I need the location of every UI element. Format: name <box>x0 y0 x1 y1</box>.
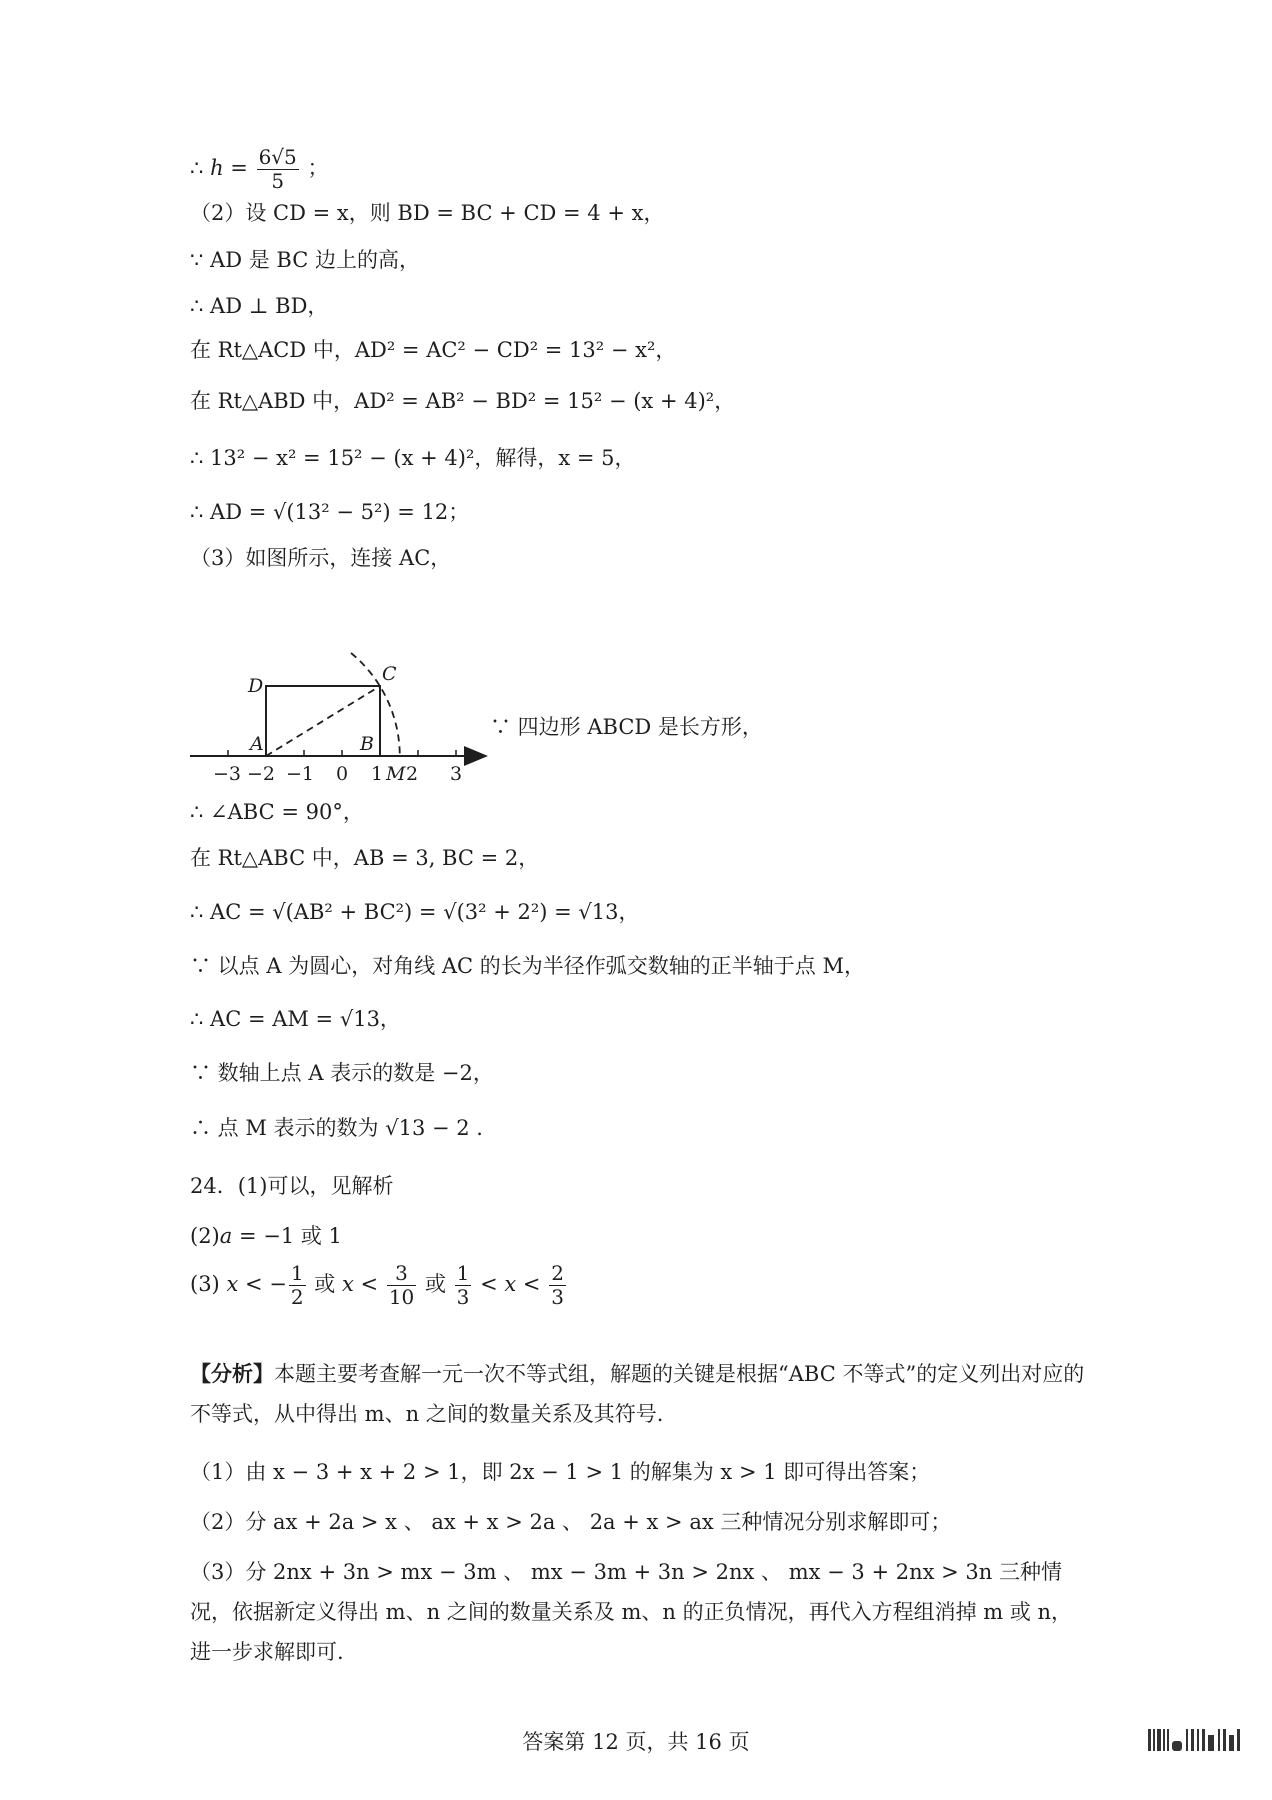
number-line-figure <box>190 650 490 788</box>
h-end: ； <box>307 156 329 180</box>
part2-line-4: 在 Rt△ACD 中，AD² = AC² − CD² = 13² − x²， <box>190 338 677 362</box>
fraction-3-10 <box>387 1262 416 1309</box>
q24-a3-or2: 或 <box>424 1272 446 1296</box>
variable-h: h <box>210 156 224 180</box>
fraction-1-2 <box>289 1262 306 1309</box>
q24-answer-2-prefix: (2) <box>190 1224 220 1248</box>
label-m: M <box>386 763 406 785</box>
part3-line-6: ∵ 数轴上点 A 表示的数是 −2， <box>190 1061 494 1085</box>
q24-a3-x1: x <box>226 1272 239 1296</box>
f4-num: 2 <box>551 1261 564 1285</box>
q24-a3-lt1: < <box>244 1272 263 1296</box>
tick-label-3: 3 <box>450 763 463 785</box>
q24-a3-minus: − <box>269 1272 287 1296</box>
q24-a3-prefix: (3) <box>190 1272 220 1296</box>
tick-label-1: 1 <box>371 763 384 785</box>
f2-den: 10 <box>388 1285 415 1309</box>
label-b: B <box>360 733 374 755</box>
q24-answer-3 <box>190 1262 568 1309</box>
label-c: C <box>382 663 397 685</box>
h-numerator: 6√5 <box>258 145 297 169</box>
tick-label-neg3: −3 <box>213 763 242 785</box>
analysis-step-1: （1）由 x − 3 + x + 2 > 1，即 2x − 1 > 1 的解集为 x > 1 即可得出答案； <box>190 1460 931 1484</box>
analysis-heading: 【分析】 <box>190 1361 274 1386</box>
q24-answer-2-rest: = −1 或 1 <box>232 1224 342 1248</box>
f3-den: 3 <box>456 1285 470 1309</box>
q24-answer-1: 24．(1)可以，见解析 <box>190 1174 394 1198</box>
part3-line-1: ∴ ∠ABC = 90°， <box>190 800 364 824</box>
tick-label-neg2: −2 <box>247 763 276 785</box>
q24-answer-2 <box>190 1226 342 1247</box>
barcode-watermark-icon <box>1148 1727 1243 1753</box>
label-d: D <box>248 675 264 697</box>
fraction-2-3 <box>549 1262 566 1309</box>
q24-a3-lt3: < <box>480 1272 498 1296</box>
part3-intro: （3）如图所示，连接 AC， <box>190 546 452 570</box>
analysis-text: 本题主要考查解一元一次不等式组，解题的关键是根据“ABC 不等式”的定义列出对应的不等式，从中得出 m、n 之间的数量关系及其符号. <box>190 1362 1085 1426</box>
tick-label-neg1: −1 <box>286 763 315 785</box>
page-footer: 答案第 12 页，共 16 页 <box>522 1730 750 1754</box>
part2-line-5: 在 Rt△ABD 中，AD² = AB² − BD² = 15² − (x + 4)²， <box>190 389 736 413</box>
part3-line-7: ∴ 点 M 表示的数为 √13 − 2 . <box>190 1116 483 1140</box>
part2-line-2: ∵ AD 是 BC 边上的高， <box>190 248 420 272</box>
part2-line-3: ∴ AD ⊥ BD， <box>190 294 329 318</box>
part2-line-6: ∴ 13² − x² = 15² − (x + 4)²，解得，x = 5， <box>190 446 636 470</box>
f1-num: 1 <box>290 1261 304 1285</box>
since-rectangle: ∵ 四边形 ABCD 是长方形， <box>490 715 763 739</box>
equals-sign: = <box>230 156 248 180</box>
f1-den: 2 <box>290 1285 304 1309</box>
part3-line-5: ∴ AC = AM = √13， <box>190 1007 401 1031</box>
part3-line-4: ∵ 以点 A 为圆心，对角线 AC 的长为半径作弧交数轴的正半轴于点 M， <box>190 954 865 978</box>
therefore-symbol: ∴ <box>190 156 204 180</box>
analysis-step-3: （3）分 2nx + 3n > mx − 3m 、 mx − 3m + 3n > 2nx 、 mx − 3 + 2nx > 3n 三种情况，依据新定义得出 m、n 之间的数量关系及 m、n 的正负情况，再代入方程组消掉 m 或 n，进一步求解即可. <box>190 1560 1073 1664</box>
q24-answer-2-var: a <box>219 1224 233 1248</box>
f4-den: 3 <box>551 1285 564 1309</box>
h-conclusion <box>190 146 328 193</box>
tick-label-0: 0 <box>336 763 349 785</box>
part3-line-3: ∴ AC = √(AB² + BC²) = √(3² + 2²) = √13， <box>190 900 640 924</box>
q24-a3-or1: 或 <box>314 1272 336 1296</box>
part3-line-2: 在 Rt△ABC 中，AB = 3, BC = 2， <box>190 846 540 870</box>
part2-line-1: （2）设 CD = x，则 BD = BC + CD = 4 + x， <box>190 201 665 225</box>
f3-num: 1 <box>456 1261 470 1285</box>
h-fraction <box>257 146 299 193</box>
q24-a3-lt4: < <box>522 1272 541 1296</box>
analysis-step-2: （2）分 ax + 2a > x 、 ax + x > 2a 、 2a + x > ax 三种情况分别求解即可； <box>190 1510 952 1534</box>
label-a: A <box>250 733 264 755</box>
f2-num: 3 <box>387 1262 416 1286</box>
tick-label-2: 2 <box>406 763 419 785</box>
q24-a3-lt2: < <box>360 1272 379 1296</box>
analysis-paragraph <box>190 1354 1090 1435</box>
fraction-1-3 <box>455 1262 472 1309</box>
q24-a3-x3: x <box>504 1272 517 1296</box>
h-denominator: 5 <box>271 169 285 193</box>
part2-line-7: ∴ AD = √(13² − 5²) = 12； <box>190 500 470 524</box>
q24-a3-x2: x <box>341 1272 354 1296</box>
